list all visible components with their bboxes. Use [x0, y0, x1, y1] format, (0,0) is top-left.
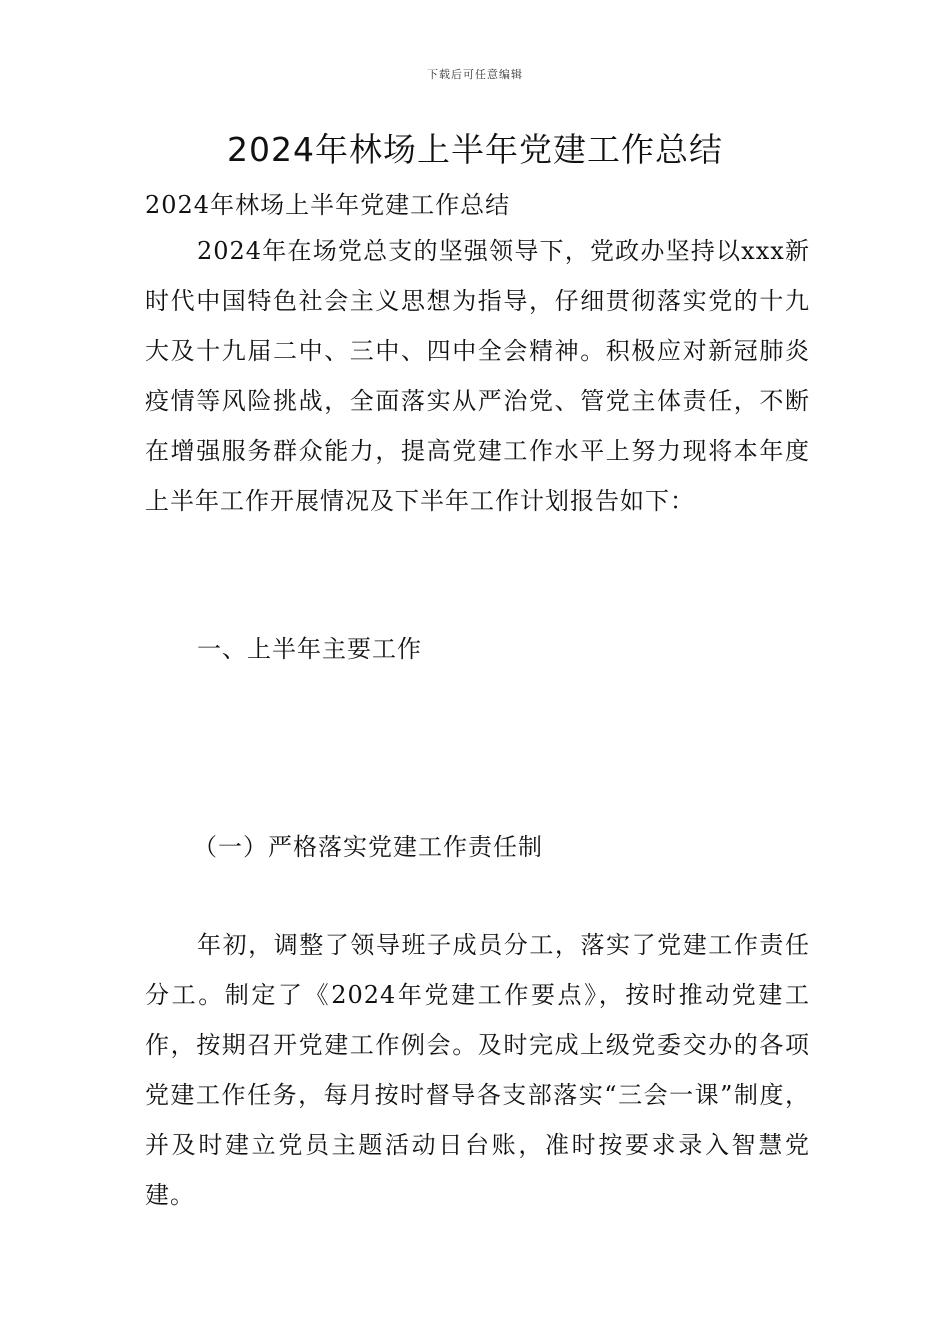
header-note: 下载后可任意编辑: [427, 68, 523, 81]
section1-paragraph: 年初，调整了领导班子成员分工，落实了党建工作责任分工。制定了《2024年党建工作要点》，按时推动党建工作，按期召开党建工作例会。及时完成上级党委交办的各项党建工作任务，每月按时督导各支部落实“三会一课”制度，并及时建立党员主题活动日台账，准时按要求录入智慧党建。: [145, 931, 810, 1209]
section-heading: 一、上半年主要工作: [197, 635, 422, 663]
intro-paragraph: 2024年在场党总支的坚强领导下，党政办坚持以xxx新时代中国特色社会主义思想为指导，仔细贯彻落实党的十九大及十九届二中、三中、四中全会精神。积极应对新冠肺炎疫情等风险挑战，全面落实从严治党、管党主体责任，不断在增强服务群众能力，提高党建工作水平上努力现将本年度上半年工作开展情况及下半年工作计划报告如下：: [145, 237, 810, 515]
subsection-heading: （一）严格落实党建工作责任制: [193, 833, 543, 861]
document-subtitle: 2024年林场上半年党建工作总结: [145, 191, 511, 219]
document-title: 2024年林场上半年党建工作总结: [227, 130, 723, 169]
